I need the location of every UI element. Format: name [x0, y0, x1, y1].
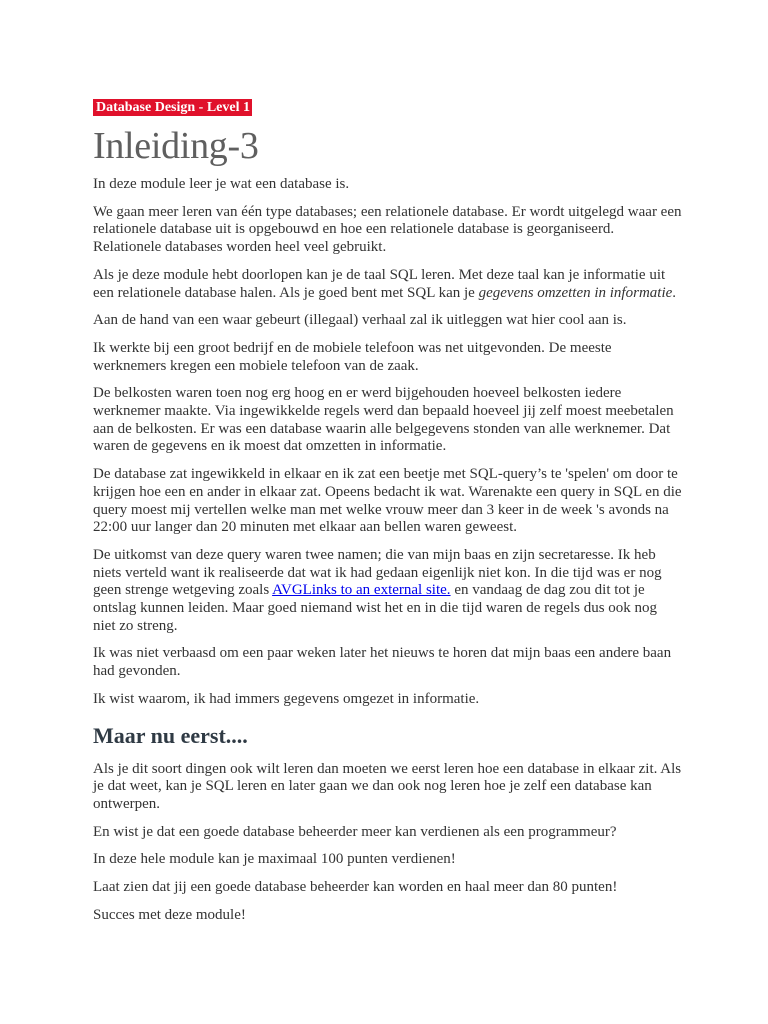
page-title: Inleiding-3	[93, 125, 259, 167]
page-content	[93, 98, 683, 935]
good-luck-paragraph: Succes met deze module!	[93, 906, 246, 923]
points-paragraph: In deze hele module kan je maximaal 100 punten verdienen!	[93, 851, 456, 868]
intro-paragraph: In deze module leer je wat een database is.	[93, 176, 350, 192]
sql-paragraph-text: Als je deze module hebt doorlopen kan je de taal SQL leren. Met deze taal kan je informatie uit een relationele database halen. Als je goed bent met SQL kan je	[93, 266, 666, 301]
story-result-end: en vandaag de dag zou dit tot je ontslag kunnen leiden. Maar goed niemand wist het en in die tijd waren de regels dus ook nog niet zo streng.	[93, 582, 658, 634]
story-costs-paragraph: De belkosten waren toen nog erg hoog en er werd bijgehouden hoeveel belkosten iedere werknemer maakte. Via ingewikkelde regels werd dan bepaald hoeveel jij zelf moest meebetalen aan de belkosten. Er was een database waarin alle belgegevens stonden van alle werknemer. Dat waren de gegevens en ik moest dat omzetten in informatie.	[93, 385, 674, 455]
sql-paragraph-emphasis: gegevens omzetten in informatie	[478, 284, 673, 301]
sql-paragraph	[93, 267, 683, 302]
salary-paragraph: En wist je dat een goede database beheerder meer kan verdienen als een programmeur?	[93, 823, 617, 840]
story-company-paragraph: Ik werkte bij een groot bedrijf en de mobiele telefoon was net uitgevonden. De meeste werknemers kregen een mobiele telefoon van de zaak.	[93, 339, 612, 374]
relational-db-paragraph: We gaan meer leren van één type databases; een relationele database. Er wordt uitgelegd waar een relationele database uit is opgebouwd en hoe een relationele database is georganiseerd. Relationele databases worden heel veel gebruikt.	[93, 203, 682, 256]
story-result-text: De uitkomst van deze query waren twee namen; die van mijn baas en zijn secretaresse. Ik heb niets verteld want ik realiseerde dat wat ik had gedaan eigenlijk niet kon. In die tijd was er nog geen strenge wetgeving zoals	[93, 546, 662, 599]
story-query-paragraph: De database zat ingewikkeld in elkaar en ik zat een beetje met SQL-query’s te 'spelen' om door te krijgen hoe een en ander in elkaar zat. Opeens bedacht ik wat. Warenakte een query in SQL en die query moest mij vertellen welke man met welke vrouw meer dan 3 keer in de week 's avonds na 22:00 uur langer dan 20 minuten met elkaar aan bellen waren geweest.	[93, 466, 682, 536]
story-boss-paragraph: Ik was niet verbaasd om een paar weken later het nieuws te horen dat mijn baas een andere baan had gevonden.	[93, 645, 672, 680]
course-badge: Database Design - Level 1	[93, 99, 252, 116]
goal-paragraph: Laat zien dat jij een goede database beheerder kan worden en haal meer dan 80 punten!	[93, 879, 618, 896]
avg-external-link[interactable]: AVGLinks to an external site.	[272, 582, 451, 599]
story-result-paragraph	[93, 547, 683, 636]
story-conclusion-paragraph: Ik wist waarom, ik had immers gegevens omgezet in informatie.	[93, 690, 480, 707]
learn-paragraph: Als je dit soort dingen ook wilt leren dan moeten we eerst leren hoe een database in elkaar zit. Als je dat weet, kan je SQL leren en later gaan we dan ook nog leren hoe je zelf een database kan ontwerpen.	[93, 760, 682, 812]
sql-paragraph-end: .	[672, 284, 677, 301]
story-intro-paragraph: Aan de hand van een waar gebeurt (illegaal) verhaal zal ik uitleggen wat hier cool aan is.	[93, 312, 627, 329]
section-heading: Maar nu eerst....	[93, 722, 248, 748]
